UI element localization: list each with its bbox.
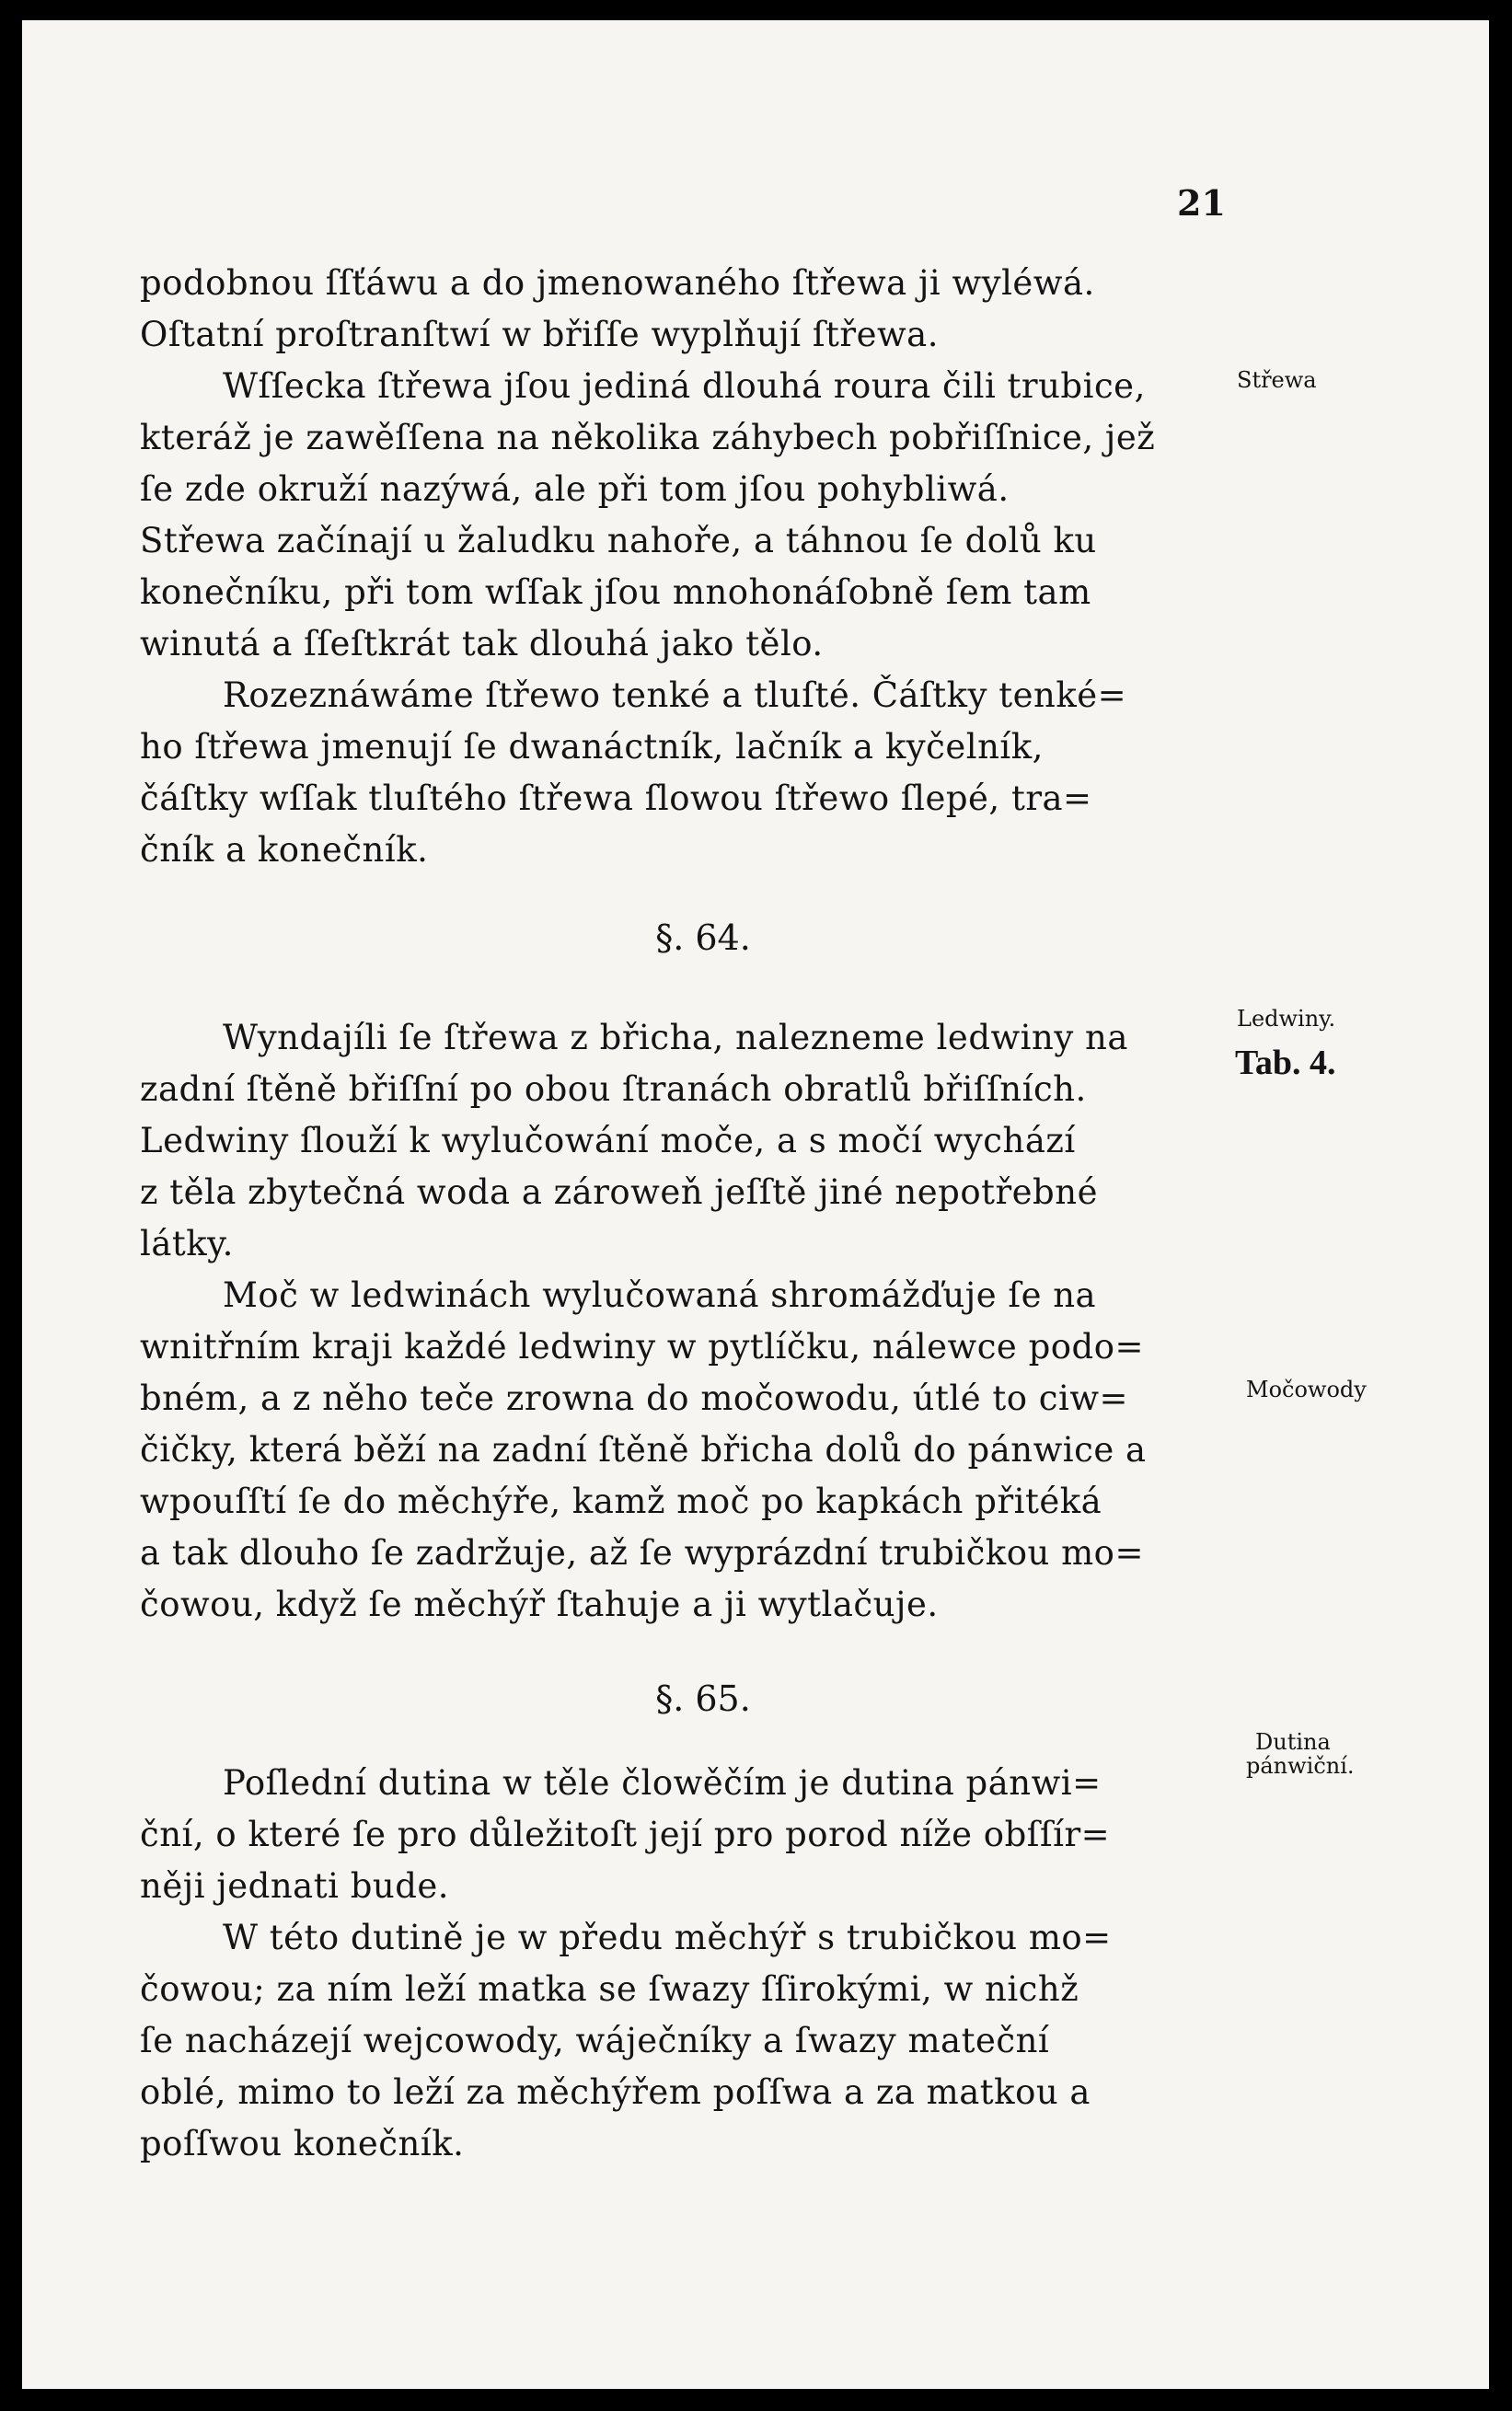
section-heading-64: §. 64. xyxy=(655,917,751,958)
text-line: wpouſſtí ſe do měchýře, kamž moč po kapkách přitéká xyxy=(140,1482,1102,1521)
text-line: Ledwiny ſlouží k wylučowání moče, a s močí wychází xyxy=(140,1121,1076,1160)
text-line: podobnou ſſťáwu a do jmenowaného ſtřewa ji wyléwá. xyxy=(140,263,1095,303)
text-line: wnitřním kraji každé ledwiny w pytlíčku, nálewce podo= xyxy=(140,1327,1145,1367)
paragraph-block-1 xyxy=(140,258,1272,876)
text-line: Moč w ledwinách wylučowaná shromážďuje ſe na xyxy=(223,1275,1097,1315)
margin-note-mocowody: Močowody xyxy=(1246,1377,1367,1402)
text-line: zadní ſtěně břiſſní po obou ſtranách obratlů břiſſních. xyxy=(140,1069,1087,1109)
text-line: látky. xyxy=(140,1224,234,1263)
text-line: bném, a z něho teče zrowna do močowodu, útlé to ciw= xyxy=(140,1379,1128,1418)
text-line: oblé, mimo to leží za měchýřem poſſwa a za matkou a xyxy=(140,2072,1091,2112)
margin-note-strewa: Střewa xyxy=(1237,367,1317,393)
text-line: Poſlední dutina w těle člowěčím je dutina pánwi= xyxy=(223,1763,1102,1803)
text-line: Wſſecka ſtřewa jſou jediná dlouhá roura čili trubice, xyxy=(223,366,1146,406)
text-line: poſſwou konečník. xyxy=(140,2124,465,2163)
margin-note-panwicni: pánwiční. xyxy=(1246,1753,1355,1779)
paragraph-block-2 xyxy=(140,1012,1272,1631)
text-line: něji jednati bude. xyxy=(140,1866,450,1906)
margin-note-tab: Tab. 4. xyxy=(1235,1044,1336,1082)
page-number: 21 xyxy=(1177,182,1226,224)
text-line: ſe nacházejí wejcowody, wáječníky a ſwazy mateční xyxy=(140,2021,1050,2060)
text-line: ho ſtřewa jmenují ſe dwanáctník, lačník a kyčelník, xyxy=(140,727,1044,767)
text-line: čowou; za ním leží matka se ſwazy ſſirokými, w nichž xyxy=(140,1969,1079,2009)
text-line: Oſtatní proſtranſtwí w břiſſe wyplňují ſtřewa. xyxy=(140,315,940,354)
text-line: W této dutině je w předu měchýř s trubičkou mo= xyxy=(223,1918,1112,1957)
text-line: Rozeznáwáme ſtřewo tenké a tluſté. Čáſtky tenké= xyxy=(223,675,1127,715)
margin-note-ledwiny: Ledwiny. xyxy=(1237,1006,1336,1032)
paragraph-block-3 xyxy=(140,1758,1272,2170)
text-line: Střewa začínají u žaludku nahoře, a táhnou ſe dolů ku xyxy=(140,521,1097,560)
section-heading-65: §. 65. xyxy=(655,1678,751,1719)
text-line: čník a konečník. xyxy=(140,830,429,870)
text-line: konečníku, při tom wſſak jſou mnohonáſobně ſem tam xyxy=(140,572,1091,612)
margin-note-dutina: Dutina xyxy=(1255,1729,1331,1755)
text-line: Wyndajíli ſe ſtřewa z břicha, nalezneme ledwiny na xyxy=(223,1018,1128,1057)
text-line: čáſtky wſſak tluſtého ſtřewa ſlowou ſtřewo ſlepé, tra= xyxy=(140,779,1092,818)
text-line: winutá a ſſeſtkrát tak dlouhá jako tělo. xyxy=(140,624,824,663)
text-line: a tak dlouho ſe zadržuje, až ſe wyprázdní trubičkou mo= xyxy=(140,1533,1144,1573)
text-line: čowou, když ſe měchýř ſtahuje a ji wytlačuje. xyxy=(140,1585,939,1624)
text-line: ſe zde okruží nazýwá, ale při tom jſou pohybliwá. xyxy=(140,469,1010,509)
text-line: ční, o které ſe pro důležitoſt její pro porod níže obſſír= xyxy=(140,1815,1111,1854)
book-page xyxy=(22,20,1489,2389)
text-line: čičky, která běží na zadní ſtěně břicha dolů do pánwice a xyxy=(140,1430,1147,1470)
text-line: kteráž je zawěſſena na několika záhybech pobřiſſnice, jež xyxy=(140,418,1156,457)
text-line: z těla zbytečná woda a zároweň jeſſtě jiné nepotřebné xyxy=(140,1172,1098,1212)
